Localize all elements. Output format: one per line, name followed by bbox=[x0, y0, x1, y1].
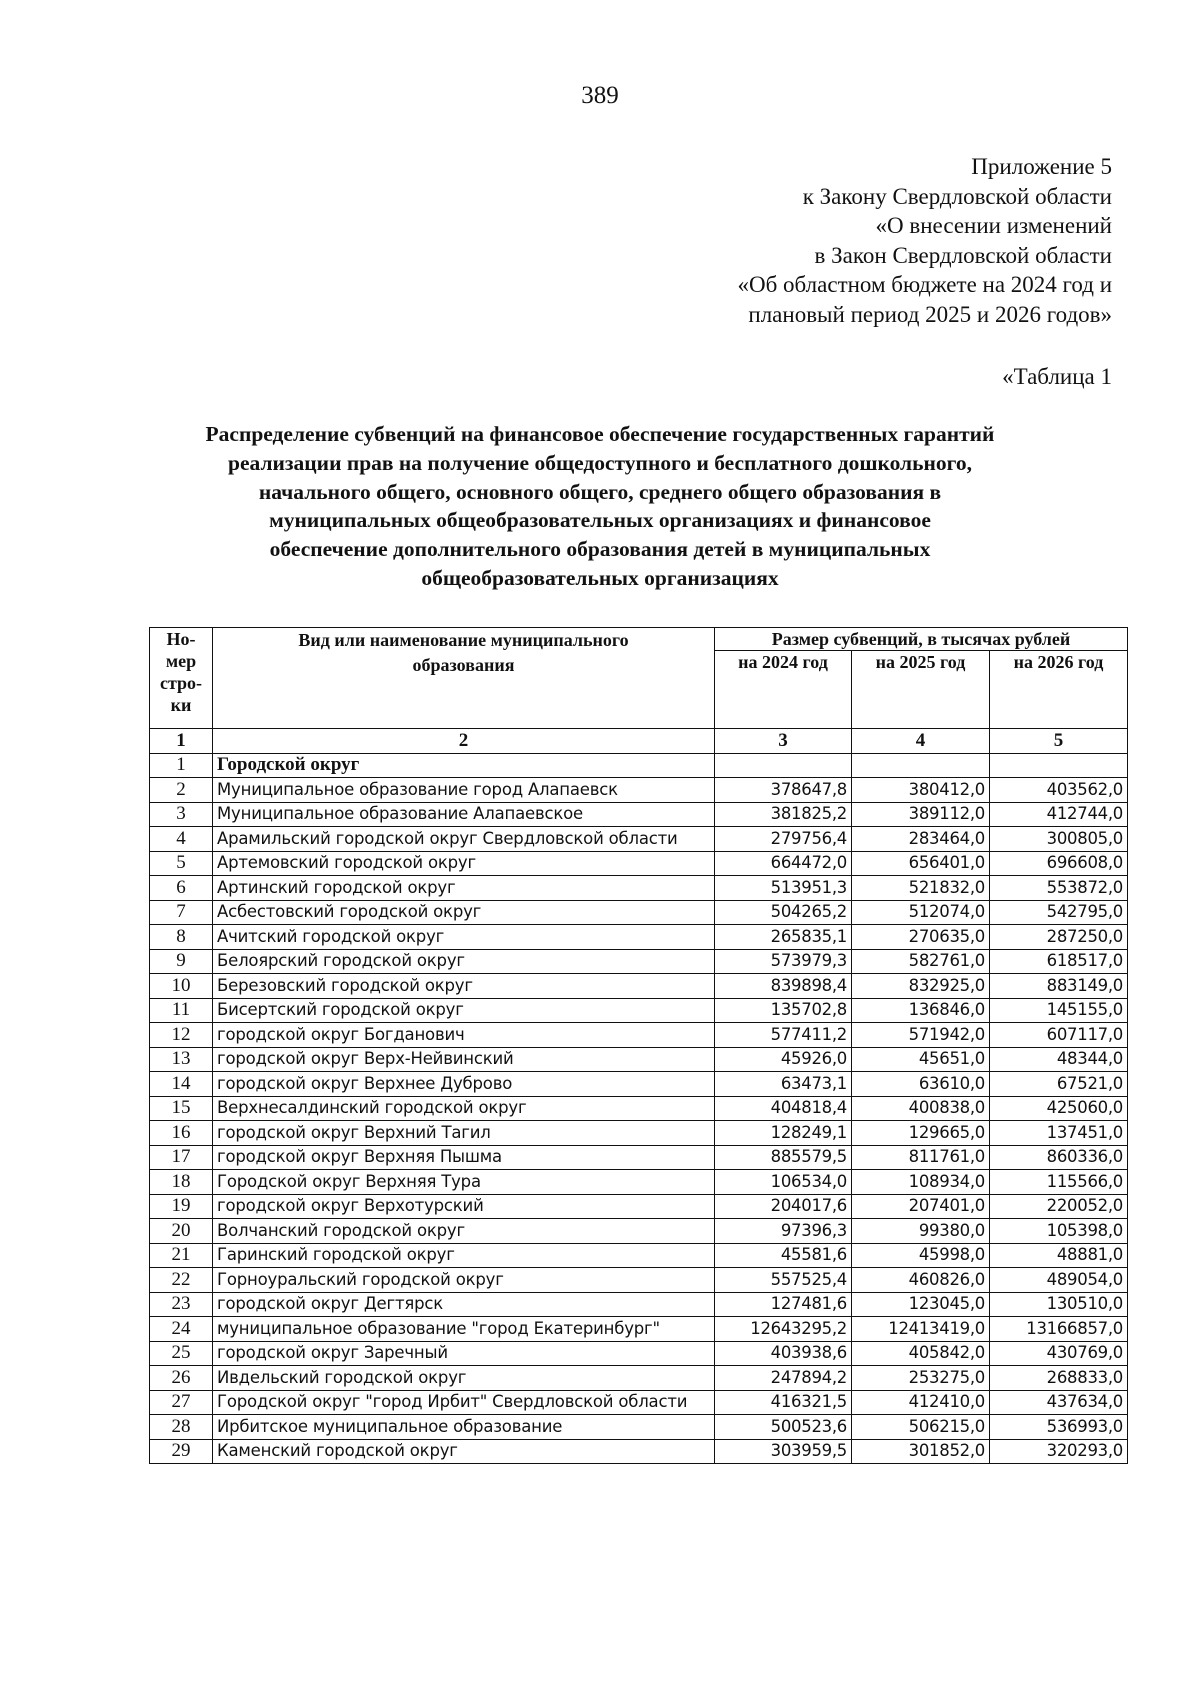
appendix-line: плановый период 2025 и 2026 годов» bbox=[748, 301, 1112, 327]
header-year-2026: на 2026 год bbox=[990, 651, 1128, 729]
table-row bbox=[150, 998, 1128, 1023]
title-line: общеобразовательных организациях bbox=[421, 565, 779, 590]
column-index: 4 bbox=[852, 729, 990, 754]
amount-2026: 618517,0 bbox=[990, 949, 1128, 974]
row-number: 9 bbox=[150, 949, 213, 974]
amount-2026: 883149,0 bbox=[990, 974, 1128, 999]
amount-2024: 404818,4 bbox=[715, 1096, 852, 1121]
table-row bbox=[150, 1268, 1128, 1293]
table-row bbox=[150, 1366, 1128, 1391]
municipality-name: Каменский городской округ bbox=[213, 1439, 715, 1464]
table-row bbox=[150, 1023, 1128, 1048]
table-label: «Таблица 1 bbox=[1002, 364, 1112, 389]
amount-2025: 207401,0 bbox=[852, 1194, 990, 1219]
amount-2025: 460826,0 bbox=[852, 1268, 990, 1293]
amount-2026: 287250,0 bbox=[990, 925, 1128, 950]
amount-2024: 416321,5 bbox=[715, 1390, 852, 1415]
municipality-name: городской округ Верх-Нейвинский bbox=[213, 1047, 715, 1072]
appendix-line: Приложение 5 bbox=[971, 154, 1112, 179]
municipality-name: Бисертский городской округ bbox=[213, 998, 715, 1023]
row-number: 27 bbox=[150, 1390, 213, 1415]
table-row bbox=[150, 1194, 1128, 1219]
amount-2026: 437634,0 bbox=[990, 1390, 1128, 1415]
amount-2026: 536993,0 bbox=[990, 1415, 1128, 1440]
group-row bbox=[150, 753, 1128, 778]
table-row bbox=[150, 1072, 1128, 1097]
row-number: 21 bbox=[150, 1243, 213, 1268]
amount-2025: 45998,0 bbox=[852, 1243, 990, 1268]
amount-2026: 607117,0 bbox=[990, 1023, 1128, 1048]
amount-2026: 48344,0 bbox=[990, 1047, 1128, 1072]
municipality-name: Белоярский городской округ bbox=[213, 949, 715, 974]
amount-2026: 430769,0 bbox=[990, 1341, 1128, 1366]
amount-2026: 553872,0 bbox=[990, 876, 1128, 901]
municipality-name: Арамильский городской округ Свердловской области bbox=[213, 827, 715, 852]
table-row bbox=[150, 827, 1128, 852]
amount-2025: 380412,0 bbox=[852, 778, 990, 803]
header-text: мер bbox=[165, 651, 197, 671]
municipality-name: Ачитский городской округ bbox=[213, 925, 715, 950]
table-row bbox=[150, 1219, 1128, 1244]
amount-2025: 811761,0 bbox=[852, 1145, 990, 1170]
amount-2026: 115566,0 bbox=[990, 1170, 1128, 1195]
header-row-number bbox=[150, 628, 213, 729]
row-number: 11 bbox=[150, 998, 213, 1023]
title-line: Распределение субвенций на финансовое обеспечение государственных гарантий bbox=[205, 422, 995, 446]
amount-2025: 123045,0 bbox=[852, 1292, 990, 1317]
table-row bbox=[150, 778, 1128, 803]
municipality-name: Муниципальное образование город Алапаевск bbox=[213, 778, 715, 803]
amount-2024: 839898,4 bbox=[715, 974, 852, 999]
column-index: 2 bbox=[213, 729, 715, 754]
amount-2026: 489054,0 bbox=[990, 1268, 1128, 1293]
row-number: 25 bbox=[150, 1341, 213, 1366]
amount-2024: 204017,6 bbox=[715, 1194, 852, 1219]
column-index-row bbox=[150, 729, 1128, 754]
appendix-line: «Об областном бюджете на 2024 год и bbox=[737, 272, 1112, 297]
amount-2024: 664472,0 bbox=[715, 851, 852, 876]
table-row bbox=[150, 1096, 1128, 1121]
municipality-name: городской округ Дегтярск bbox=[213, 1292, 715, 1317]
amount-2024: 135702,8 bbox=[715, 998, 852, 1023]
amount-2024: 504265,2 bbox=[715, 900, 852, 925]
row-number: 1 bbox=[150, 753, 213, 778]
amount-2024: 12643295,2 bbox=[715, 1317, 852, 1342]
amount-2025: 136846,0 bbox=[852, 998, 990, 1023]
title-line: обеспечение дополнительного образования детей в муниципальных bbox=[269, 537, 931, 562]
table-row bbox=[150, 949, 1128, 974]
municipality-name: Гаринский городской округ bbox=[213, 1243, 715, 1268]
row-number: 15 bbox=[150, 1096, 213, 1121]
amount-2025: 45651,0 bbox=[852, 1047, 990, 1072]
table-row bbox=[150, 1243, 1128, 1268]
table-row bbox=[150, 1047, 1128, 1072]
amount-2024: 265835,1 bbox=[715, 925, 852, 950]
table-row bbox=[150, 876, 1128, 901]
amount-2024: 557525,4 bbox=[715, 1268, 852, 1293]
municipality-name: Ирбитское муниципальное образование bbox=[213, 1415, 715, 1440]
municipality-name: Асбестовский городской округ bbox=[213, 900, 715, 925]
group-name: Городской округ bbox=[213, 753, 715, 778]
municipality-name: Ивдельский городской округ bbox=[213, 1366, 715, 1391]
row-number: 8 bbox=[150, 925, 213, 950]
municipality-name: Городской округ "город Ирбит" Свердловской области bbox=[213, 1390, 715, 1415]
header-text: Но- bbox=[166, 629, 196, 649]
table-row bbox=[150, 1390, 1128, 1415]
table-row bbox=[150, 1317, 1128, 1342]
appendix-line: «О внесении изменений bbox=[875, 213, 1112, 238]
table-row bbox=[150, 900, 1128, 925]
table-row bbox=[150, 1121, 1128, 1146]
header-year-2024: на 2024 год bbox=[715, 651, 852, 729]
row-number: 16 bbox=[150, 1121, 213, 1146]
amount-2025: 283464,0 bbox=[852, 827, 990, 852]
amount-2026: 425060,0 bbox=[990, 1096, 1128, 1121]
row-number: 19 bbox=[150, 1194, 213, 1219]
amount-2025: 389112,0 bbox=[852, 802, 990, 827]
municipality-name: Волчанский городской округ bbox=[213, 1219, 715, 1244]
appendix-heading bbox=[737, 152, 1112, 329]
row-number: 20 bbox=[150, 1219, 213, 1244]
amount-2025: 656401,0 bbox=[852, 851, 990, 876]
amount-2024: 378647,8 bbox=[715, 778, 852, 803]
amount-2026: 300805,0 bbox=[990, 827, 1128, 852]
row-number: 28 bbox=[150, 1415, 213, 1440]
amount-2025: 129665,0 bbox=[852, 1121, 990, 1146]
amount-2026: 137451,0 bbox=[990, 1121, 1128, 1146]
amount-2024: 279756,4 bbox=[715, 827, 852, 852]
amount-2024: 573979,3 bbox=[715, 949, 852, 974]
amount-2026: 13166857,0 bbox=[990, 1317, 1128, 1342]
empty-cell bbox=[990, 753, 1128, 778]
table-row bbox=[150, 1145, 1128, 1170]
municipality-name: городской округ Заречный bbox=[213, 1341, 715, 1366]
amount-2025: 63610,0 bbox=[852, 1072, 990, 1097]
document-title bbox=[150, 420, 1050, 593]
amount-2025: 512074,0 bbox=[852, 900, 990, 925]
amount-2026: 412744,0 bbox=[990, 802, 1128, 827]
amount-2025: 253275,0 bbox=[852, 1366, 990, 1391]
row-number: 10 bbox=[150, 974, 213, 999]
row-number: 6 bbox=[150, 876, 213, 901]
amount-2024: 303959,5 bbox=[715, 1439, 852, 1464]
title-line: реализации прав на получение общедоступного и бесплатного дошкольного, bbox=[228, 450, 972, 475]
amount-2024: 577411,2 bbox=[715, 1023, 852, 1048]
row-number: 2 bbox=[150, 778, 213, 803]
table-row bbox=[150, 1341, 1128, 1366]
amount-2025: 12413419,0 bbox=[852, 1317, 990, 1342]
municipality-name: городской округ Верхотурский bbox=[213, 1194, 715, 1219]
subventions-table bbox=[149, 627, 1128, 1464]
amount-2024: 403938,6 bbox=[715, 1341, 852, 1366]
amount-2024: 128249,1 bbox=[715, 1121, 852, 1146]
empty-cell bbox=[715, 753, 852, 778]
amount-2025: 521832,0 bbox=[852, 876, 990, 901]
appendix-line: к Закону Свердловской области bbox=[802, 183, 1112, 209]
amount-2026: 860336,0 bbox=[990, 1145, 1128, 1170]
amount-2024: 885579,5 bbox=[715, 1145, 852, 1170]
amount-2025: 571942,0 bbox=[852, 1023, 990, 1048]
row-number: 18 bbox=[150, 1170, 213, 1195]
amount-2026: 696608,0 bbox=[990, 851, 1128, 876]
municipality-name: городской округ Богданович bbox=[213, 1023, 715, 1048]
amount-2026: 220052,0 bbox=[990, 1194, 1128, 1219]
amount-2025: 506215,0 bbox=[852, 1415, 990, 1440]
row-number: 26 bbox=[150, 1366, 213, 1391]
amount-2025: 301852,0 bbox=[852, 1439, 990, 1464]
header-text: стро- bbox=[159, 673, 203, 693]
municipality-name: Горноуральский городской округ bbox=[213, 1268, 715, 1293]
row-number: 12 bbox=[150, 1023, 213, 1048]
amount-2024: 97396,3 bbox=[715, 1219, 852, 1244]
table-row bbox=[150, 925, 1128, 950]
title-line: муниципальных общеобразовательных организациях и финансовое bbox=[269, 508, 931, 533]
table-row bbox=[150, 1415, 1128, 1440]
amount-2024: 247894,2 bbox=[715, 1366, 852, 1391]
row-number: 23 bbox=[150, 1292, 213, 1317]
municipality-name: Артемовский городской округ bbox=[213, 851, 715, 876]
amount-2024: 45581,6 bbox=[715, 1243, 852, 1268]
row-number: 29 bbox=[150, 1439, 213, 1464]
column-index: 3 bbox=[715, 729, 852, 754]
column-index: 5 bbox=[990, 729, 1128, 754]
amount-2024: 106534,0 bbox=[715, 1170, 852, 1195]
amount-2026: 268833,0 bbox=[990, 1366, 1128, 1391]
amount-2025: 400838,0 bbox=[852, 1096, 990, 1121]
header-text: образования bbox=[412, 655, 515, 675]
municipality-name: городской округ Верхний Тагил bbox=[213, 1121, 715, 1146]
amount-2026: 403562,0 bbox=[990, 778, 1128, 803]
row-number: 22 bbox=[150, 1268, 213, 1293]
amount-2026: 542795,0 bbox=[990, 900, 1128, 925]
amount-2025: 582761,0 bbox=[852, 949, 990, 974]
row-number: 13 bbox=[150, 1047, 213, 1072]
amount-2025: 99380,0 bbox=[852, 1219, 990, 1244]
amount-2026: 320293,0 bbox=[990, 1439, 1128, 1464]
municipality-name: Верхнесалдинский городской округ bbox=[213, 1096, 715, 1121]
amount-2025: 832925,0 bbox=[852, 974, 990, 999]
municipality-name: Березовский городской округ bbox=[213, 974, 715, 999]
appendix-line: в Закон Свердловской области bbox=[814, 242, 1112, 268]
page-number: 389 bbox=[581, 82, 619, 109]
municipality-name: городской округ Верхнее Дуброво bbox=[213, 1072, 715, 1097]
amount-2025: 412410,0 bbox=[852, 1390, 990, 1415]
amount-2024: 127481,6 bbox=[715, 1292, 852, 1317]
row-number: 7 bbox=[150, 900, 213, 925]
amount-2024: 500523,6 bbox=[715, 1415, 852, 1440]
municipality-name: муниципальное образование "город Екатеринбург" bbox=[213, 1317, 715, 1342]
empty-cell bbox=[852, 753, 990, 778]
municipality-name: Артинский городской округ bbox=[213, 876, 715, 901]
amount-2024: 513951,3 bbox=[715, 876, 852, 901]
row-number: 24 bbox=[150, 1317, 213, 1342]
row-number: 17 bbox=[150, 1145, 213, 1170]
header-year-2025: на 2025 год bbox=[852, 651, 990, 729]
table-row bbox=[150, 1292, 1128, 1317]
table-row bbox=[150, 1170, 1128, 1195]
table-row bbox=[150, 851, 1128, 876]
row-number: 14 bbox=[150, 1072, 213, 1097]
title-line: начального общего, основного общего, среднего общего образования в bbox=[258, 479, 942, 504]
municipality-name: Муниципальное образование Алапаевское bbox=[213, 802, 715, 827]
table-row bbox=[150, 974, 1128, 999]
amount-2024: 45926,0 bbox=[715, 1047, 852, 1072]
amount-2024: 63473,1 bbox=[715, 1072, 852, 1097]
amount-2026: 130510,0 bbox=[990, 1292, 1128, 1317]
header-text: ки bbox=[170, 695, 192, 715]
table-row bbox=[150, 802, 1128, 827]
row-number: 5 bbox=[150, 851, 213, 876]
header-amount: Размер субвенций, в тысячах рублей bbox=[715, 628, 1128, 651]
amount-2025: 405842,0 bbox=[852, 1341, 990, 1366]
amount-2025: 108934,0 bbox=[852, 1170, 990, 1195]
municipality-name: городской округ Верхняя Пышма bbox=[213, 1145, 715, 1170]
municipality-name: Городской округ Верхняя Тура bbox=[213, 1170, 715, 1195]
amount-2024: 381825,2 bbox=[715, 802, 852, 827]
amount-2026: 48881,0 bbox=[990, 1243, 1128, 1268]
column-index: 1 bbox=[150, 729, 213, 754]
amount-2025: 270635,0 bbox=[852, 925, 990, 950]
amount-2026: 145155,0 bbox=[990, 998, 1128, 1023]
header-municipality bbox=[213, 628, 715, 729]
header-text: Вид или наименование муниципального bbox=[298, 630, 629, 650]
row-number: 3 bbox=[150, 802, 213, 827]
amount-2026: 105398,0 bbox=[990, 1219, 1128, 1244]
amount-2026: 67521,0 bbox=[990, 1072, 1128, 1097]
table-row bbox=[150, 1439, 1128, 1464]
row-number: 4 bbox=[150, 827, 213, 852]
